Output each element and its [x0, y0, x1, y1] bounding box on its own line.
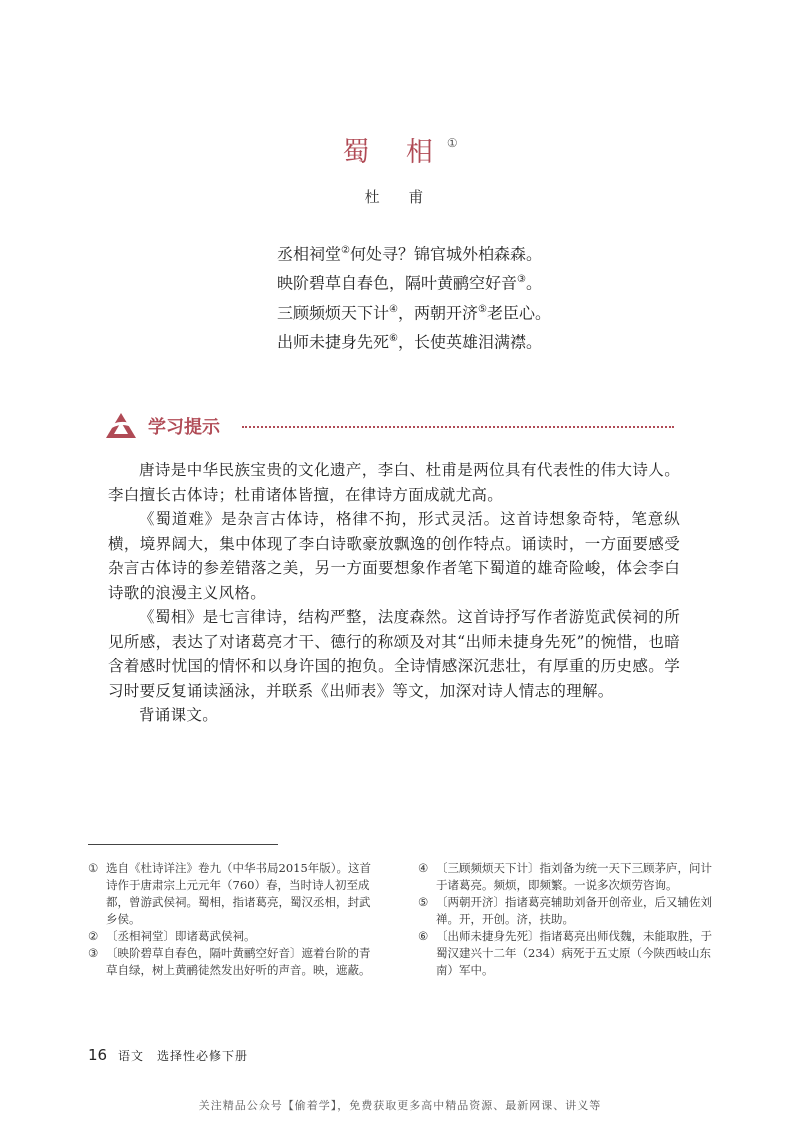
poem-title: 蜀 相① — [342, 136, 458, 168]
page-number: 16 — [88, 1046, 108, 1064]
promo-watermark-text: 关注精品公众号【偷着学】，免费获取更多高中精品资源、最新网课、讲义等 — [198, 1099, 602, 1112]
study-tips-logo-icon — [104, 410, 138, 440]
dotted-divider — [242, 426, 674, 428]
footnote-item: ③ 〔映阶碧草自春色，隔叶黄鹂空好音〕遮着台阶的青草自绿，树上黄鹂徒然发出好听的声音。映，遮蔽。 — [88, 946, 371, 977]
footnotes-right — [418, 860, 718, 979]
footnote-item: ⑥ 〔出师未捷身先死〕指诸葛亮出师伐魏，未能取胜，于蜀汉建兴十二年（234）病死于五丈原（今陕西岐山东南）军中。 — [418, 929, 712, 977]
tips-paragraph: 《蜀道难》是杂言古体诗，格律不拘，形式灵活。这首诗想象奇特，笔意纵横，境界阔大，集中体现了李白诗歌豪放飘逸的创作特点。诵读时，一方面要感受杂言古体诗的参差错落之美，另一方面要想象作者笔下蜀道的雄奇险峻，体会李白诗歌的浪漫主义风格。 — [108, 510, 680, 602]
poem-body — [277, 238, 551, 355]
footnote-item: ② 〔丞相祠堂〕即诸葛武侯祠。 — [88, 929, 256, 943]
footnote-item: ④ 〔三顾频烦天下计〕指刘备为统一天下三顾茅庐，问计于诸葛亮。频烦，即频繁。一说多次烦劳咨询。 — [418, 861, 712, 892]
study-tips-body — [108, 458, 680, 728]
tips-paragraph: 《蜀相》是七言律诗，结构严整，法度森然。这首诗抒写作者游览武侯祠的所见所感，表达了对诸葛亮才干、德行的称颂及对其“出师未捷身先死”的惋惜，也暗含着感时忧国的情怀和以身许国的抱负。全诗情感深沉悲壮，有厚重的历史感。学习时要反复诵读涵泳，并联系《出师表》等文，加深对诗人情志的理解。 — [108, 608, 680, 700]
tips-paragraph: 背诵课文。 — [139, 706, 219, 724]
footnotes-left — [88, 860, 378, 979]
title-footnote-mark: ① — [446, 136, 458, 150]
study-tips-header — [104, 410, 674, 440]
footnote-item: ⑤ 〔两朝开济〕指诸葛亮辅助刘备开创帝业，后又辅佐刘禅。开，开创。济，扶助。 — [418, 895, 712, 926]
poem-author: 杜 甫 — [364, 188, 436, 206]
tips-paragraph: 唐诗是中华民族宝贵的文化遗产，李白、杜甫是两位具有代表性的伟大诗人。李白擅长古体诗；杜甫诸体皆擅，在律诗方面成就尤高。 — [108, 461, 680, 504]
poem-line-2: 映阶碧草自春色，隔叶黄鹂空好音③。 — [277, 273, 542, 293]
poem-line-1: 丞相祠堂②何处寻？锦官城外柏森森。 — [277, 244, 542, 264]
footnote-rule — [88, 844, 278, 845]
poem-line-3: 三顾频烦天下计④，两朝开济⑤老臣心。 — [277, 302, 551, 322]
study-tips-title: 学习提示 — [148, 417, 220, 438]
footnote-item: ① 选自《杜诗详注》卷九（中华书局2015年版）。这首诗作于唐肃宗上元元年（760）春，当时诗人初至成都，曾游武侯祠。蜀相，指诸葛亮，蜀汉丞相，封武乡侯。 — [88, 861, 372, 926]
book-title: 语文 选择性必修下册 — [118, 1049, 249, 1063]
poem-line-4: 出师未捷身先死⑥，长使英雄泪满襟。 — [277, 332, 542, 352]
